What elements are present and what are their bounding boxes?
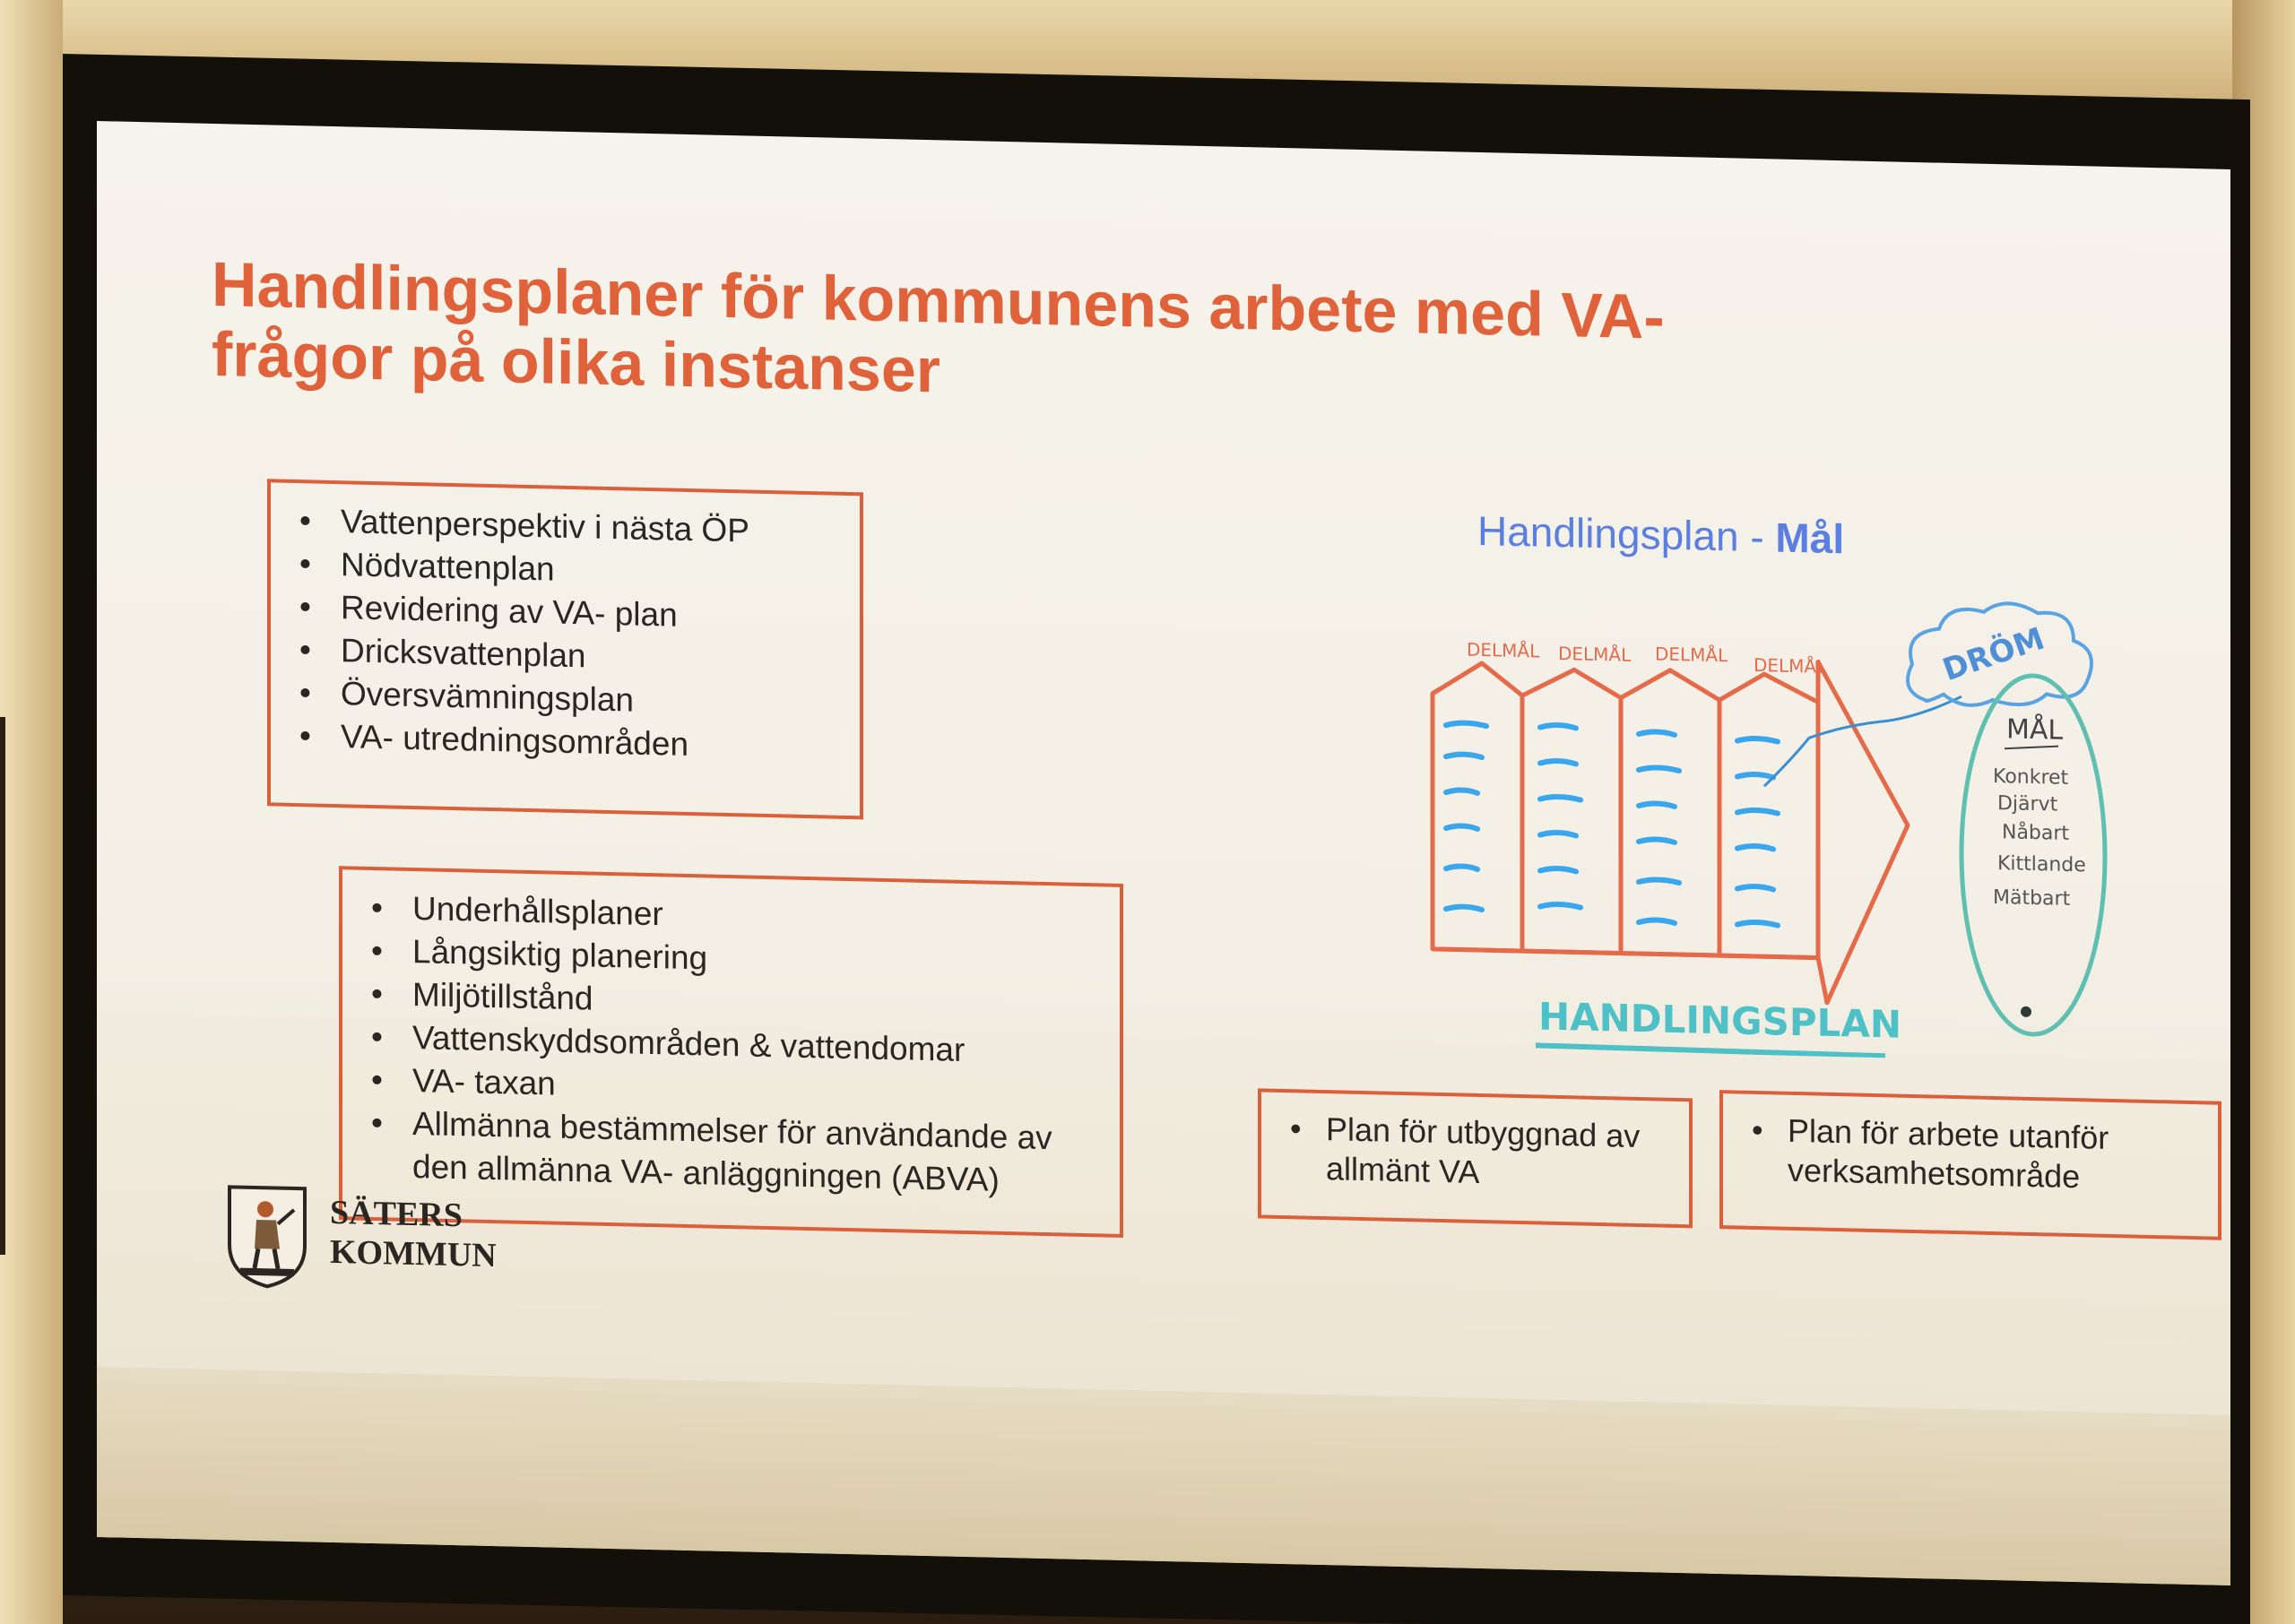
- list-item: • Underhållsplaner: [351, 885, 1111, 946]
- slide-title: Handlingsplaner för kommunens arbete med VA- frågor på olika instanser: [212, 248, 1665, 406]
- action-plan-list-4: [1732, 1110, 2209, 1199]
- list-item: • Miljötillstånd: [351, 972, 1111, 1032]
- handlingsplan-diagram: [1397, 545, 2159, 1064]
- list-item: • Allmänna bestämmelser för användande av den allmänna VA- anläggningen (ABVA): [351, 1101, 1111, 1204]
- list-item: • VA- taxan: [351, 1058, 1111, 1118]
- action-plan-list-2: [351, 885, 1111, 1204]
- list-item: • Plan för arbete utanför verksamhetsområde: [1732, 1110, 2209, 1199]
- list-item: • Nödvattenplan: [280, 542, 851, 598]
- delmal-section-2: [1522, 669, 1621, 953]
- action-plan-list-1: [280, 499, 851, 770]
- diagram-title-main: Handlingsplan -: [1477, 506, 1776, 561]
- action-plan-list-3: [1270, 1109, 1680, 1196]
- list-item: • Dricksvattenplan: [280, 628, 851, 684]
- delmal-sections: [1433, 653, 1908, 1005]
- delmal-label-1: DELMÅL: [1467, 638, 1540, 662]
- mal-underline: [2005, 745, 2058, 749]
- mal-criteria-3: Nåbart: [2002, 821, 2070, 845]
- mal-criteria-2: Djärvt: [1997, 792, 2058, 816]
- delmal-section-4: [1719, 673, 1818, 957]
- mal-label: MÅL: [2006, 713, 2064, 747]
- list-item: • Revidering av VA- plan: [280, 585, 851, 641]
- delmal-label-3: DELMÅL: [1655, 643, 1728, 667]
- bottom-line: [1433, 949, 1818, 958]
- list-item: • Vattenskyddsområden & vattendomar: [351, 1015, 1111, 1075]
- action-plan-box-2: [339, 866, 1123, 1238]
- water-strokes: [1446, 722, 1778, 925]
- delmal-section-3: [1621, 669, 1719, 955]
- mal-criteria-4: Kittlande: [1997, 852, 2086, 877]
- saters-kommun-name: SÄTERS KOMMUN: [330, 1193, 497, 1275]
- delmal-label-4: DELMÅL: [1754, 653, 1827, 678]
- projected-slide: [97, 121, 2230, 1585]
- handlingsplan-underline: [1536, 1045, 1885, 1056]
- list-item: • Vattenperspektiv i nästa ÖP: [280, 499, 851, 555]
- delmal-label-2: DELMÅL: [1558, 642, 1632, 666]
- big-arrow-head: [1818, 662, 1908, 1005]
- mal-dot: [2021, 1006, 2031, 1017]
- action-plan-box-3: [1258, 1088, 1693, 1228]
- drom-label: DRÖM: [1937, 620, 2049, 689]
- mal-criteria-1: Konkret: [1993, 764, 2069, 790]
- list-item: • Långsiktig planering: [351, 929, 1111, 989]
- action-plan-box-4: [1719, 1090, 2221, 1240]
- handlingsplan-label: HANDLINGSPLAN: [1538, 994, 1902, 1047]
- mal-criteria-5: Mätbart: [1993, 885, 2071, 911]
- list-item: • Översvämningsplan: [280, 671, 851, 727]
- saters-kommun-crest: [222, 1181, 312, 1291]
- diagram-title-strong: Mål: [1775, 514, 1845, 563]
- action-plan-box-1: [267, 479, 863, 819]
- list-item: • VA- utredningsområden: [280, 714, 851, 770]
- diagram-labels: [1467, 607, 2086, 1050]
- list-item: • Plan för utbyggnad av allmänt VA: [1270, 1109, 1680, 1196]
